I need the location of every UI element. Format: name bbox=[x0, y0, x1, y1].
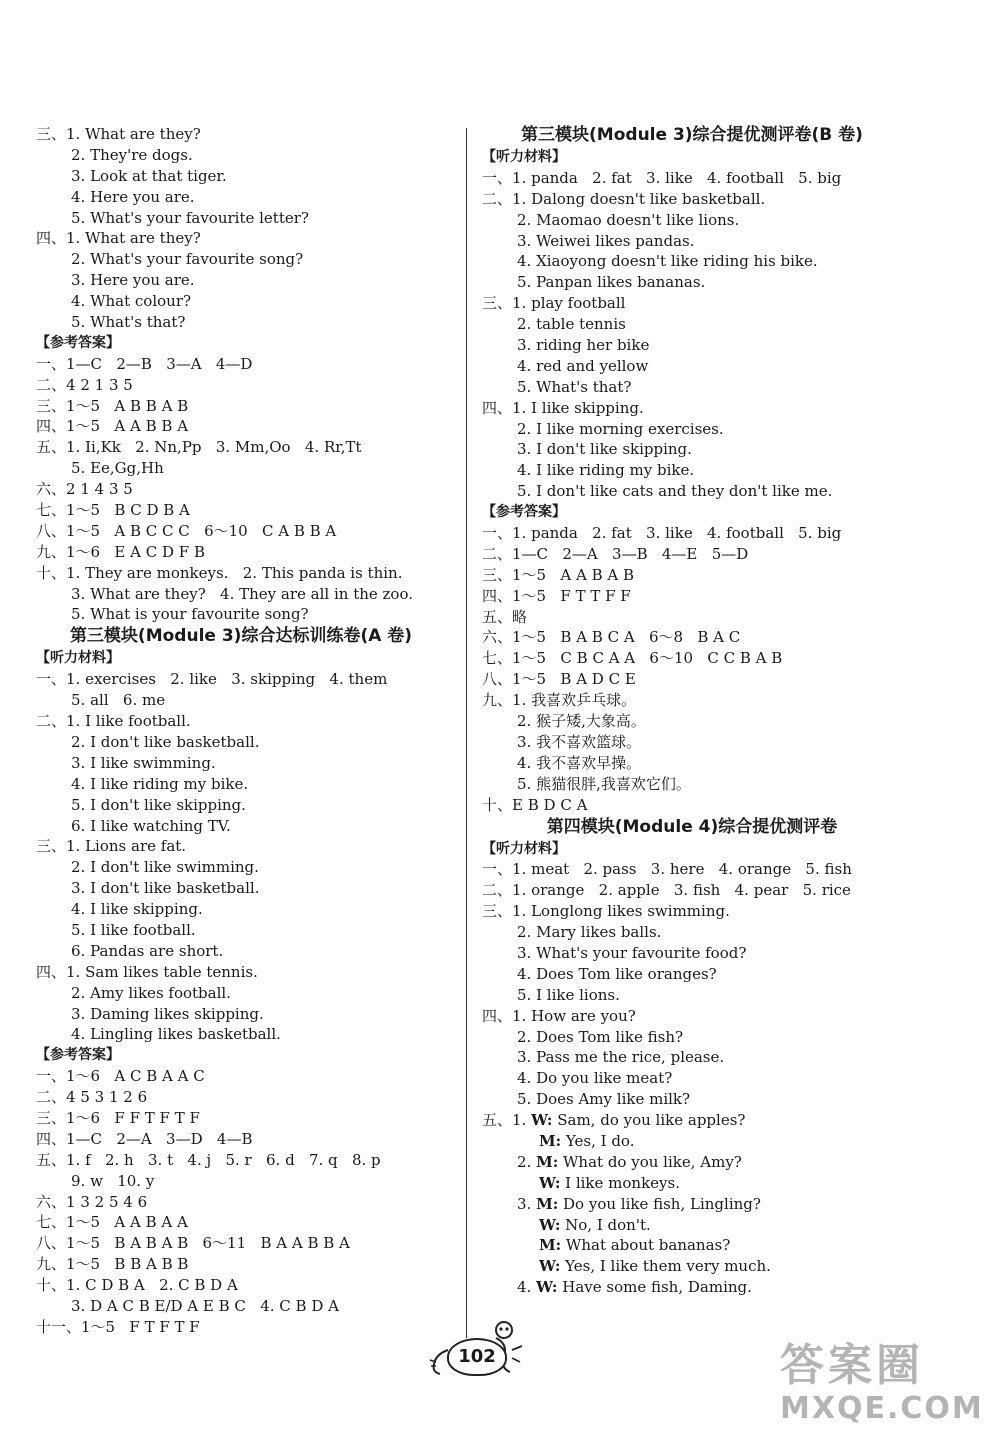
line-text: Have some fish, Daming. bbox=[557, 1278, 752, 1297]
line-text: 6. Pandas are short. bbox=[71, 941, 224, 960]
line-text: 1～5 A A B A B bbox=[512, 565, 635, 584]
line-text: play football bbox=[531, 294, 626, 313]
page-number: 102 bbox=[447, 1338, 507, 1376]
line-text: 5. Does Amy like milk? bbox=[517, 1090, 691, 1109]
question-label: 八、 bbox=[36, 521, 67, 540]
line-text: 4 2 1 3 5 bbox=[66, 375, 133, 394]
line-text: 1～5 C B C A A 6～10 C C B A B bbox=[512, 649, 783, 668]
text-line bbox=[36, 753, 446, 774]
watermark-bottom: MXQE.COM bbox=[780, 1391, 984, 1426]
subsection-heading: 【参考答案】 bbox=[482, 504, 566, 521]
line-text: 3. I don't like basketball. bbox=[71, 879, 260, 898]
question-label: 六、 bbox=[36, 480, 67, 499]
question-label: 十、 bbox=[482, 795, 513, 814]
text-line bbox=[36, 437, 446, 458]
text-line bbox=[36, 774, 446, 795]
line-text: 2. I don't like basketball. bbox=[71, 732, 260, 751]
text-line bbox=[482, 377, 902, 398]
line-text: 1. exercises 2. like 3. skipping 4. them bbox=[66, 670, 388, 689]
question-label: 十、 bbox=[36, 1276, 67, 1295]
text-line bbox=[36, 1150, 446, 1171]
text-line bbox=[36, 836, 446, 857]
text-line bbox=[482, 231, 902, 252]
line-text: What are they? bbox=[85, 125, 201, 143]
line-text: 2. Maomao doesn't like lions. bbox=[517, 210, 740, 229]
question-label: 四、 bbox=[482, 586, 513, 605]
question-label: 三、1. bbox=[482, 902, 532, 921]
question-label: 十、 bbox=[36, 563, 67, 582]
line-text: 4. I like riding my bike. bbox=[517, 461, 695, 480]
line-text: What do you like, Amy? bbox=[558, 1152, 742, 1171]
text-line bbox=[36, 1192, 446, 1213]
line-text: 5. What is your favourite song? bbox=[71, 605, 309, 624]
line-text: 4. 我不喜欢早操。 bbox=[517, 753, 642, 772]
speaker-label: W: bbox=[539, 1257, 561, 1276]
line-text: 3. Look at that tiger. bbox=[71, 166, 227, 185]
text-line bbox=[482, 439, 902, 460]
line-text: Do you like fish, Lingling? bbox=[558, 1194, 761, 1213]
text-line bbox=[36, 270, 446, 291]
line-text: 3. Weiwei likes pandas. bbox=[517, 231, 695, 250]
line-text: 4. I like skipping. bbox=[71, 900, 203, 919]
line-text: What about bananas? bbox=[561, 1236, 731, 1255]
question-label: 二、 bbox=[36, 1088, 67, 1107]
speaker-label: W: bbox=[539, 1215, 561, 1234]
line-text: 1 3 2 5 4 6 bbox=[66, 1192, 148, 1211]
line-text: I like skipping. bbox=[531, 398, 644, 417]
line-text: 5. I like football. bbox=[71, 920, 196, 939]
section-title: 第三模块(Module 3)综合提优测评卷(B 卷) bbox=[521, 125, 863, 145]
text-line bbox=[36, 1171, 446, 1192]
text-line bbox=[36, 208, 446, 229]
text-line bbox=[36, 166, 446, 187]
line-text: 1～5 F T F T F bbox=[81, 1317, 200, 1336]
line-text: 1. orange 2. apple 3. fish 4. pear 5. rice bbox=[512, 881, 851, 900]
text-line bbox=[36, 458, 446, 479]
line-text: 2. Amy likes football. bbox=[71, 983, 231, 1002]
text-line bbox=[482, 607, 902, 628]
text-line bbox=[36, 878, 446, 899]
question-label: 4. bbox=[517, 1278, 537, 1297]
question-label: 三、 bbox=[36, 396, 67, 415]
text-line bbox=[482, 795, 902, 816]
question-label: 三、1. bbox=[482, 294, 532, 313]
text-line bbox=[482, 210, 902, 231]
text-line bbox=[482, 711, 902, 732]
line-text: 2. table tennis bbox=[517, 315, 626, 334]
question-label: 二、1. bbox=[482, 189, 532, 208]
line-text: 3. Here you are. bbox=[71, 271, 195, 290]
question-label: 九、1. bbox=[482, 691, 532, 710]
line-text: What are they? bbox=[85, 229, 201, 248]
question-label: 五、 bbox=[36, 1150, 67, 1169]
subsection-heading: 【参考答案】 bbox=[36, 334, 120, 351]
text-line bbox=[36, 500, 446, 521]
text-line bbox=[36, 690, 446, 711]
line-text: 2. Does Tom like fish? bbox=[517, 1027, 684, 1046]
text-line bbox=[482, 943, 902, 964]
line-text: 1～5 B A B A B 6～11 B A A B B A bbox=[66, 1234, 350, 1253]
text-line bbox=[36, 1087, 446, 1108]
text-line bbox=[482, 1110, 902, 1131]
text-line bbox=[36, 1024, 446, 1045]
line-text: 1～5 A A B B A bbox=[66, 417, 189, 436]
text-line bbox=[482, 627, 902, 648]
question-label: 一、 bbox=[36, 670, 67, 689]
text-line bbox=[36, 396, 446, 417]
right-column bbox=[482, 124, 902, 1298]
line-text: 3. What are they? 4. They are all in the zoo. bbox=[71, 584, 413, 603]
text-line bbox=[482, 419, 902, 440]
line-text: 1. Ii,Kk 2. Nn,Pp 3. Mm,Oo 4. Rr,Tt bbox=[66, 438, 362, 457]
text-line bbox=[36, 899, 446, 920]
speaker-label: W: bbox=[531, 1111, 553, 1130]
line-text: 2. 猴子矮,大象高。 bbox=[517, 712, 646, 731]
text-line bbox=[482, 293, 902, 314]
line-text: 5. I don't like skipping. bbox=[71, 795, 246, 814]
text-line bbox=[482, 1131, 902, 1152]
line-text: 1～5 A A B A A bbox=[66, 1213, 188, 1232]
question-label: 五、 bbox=[36, 438, 67, 457]
line-text: 略 bbox=[512, 607, 528, 626]
text-line bbox=[36, 291, 446, 312]
line-text: 4. I like riding my bike. bbox=[71, 774, 249, 793]
text-line bbox=[36, 416, 446, 437]
text-line bbox=[482, 1047, 902, 1068]
text-line bbox=[36, 249, 446, 270]
line-text: Sam likes table tennis. bbox=[85, 962, 258, 981]
text-line bbox=[36, 711, 446, 732]
text-line bbox=[482, 586, 902, 607]
speaker-label: W: bbox=[536, 1278, 558, 1297]
question-label: 五、1. bbox=[482, 1111, 532, 1130]
line-text: Sam, do you like apples? bbox=[552, 1111, 746, 1130]
text-line bbox=[36, 816, 446, 837]
text-line bbox=[36, 1066, 446, 1087]
text-line bbox=[36, 312, 446, 333]
line-text: 1—C 2—B 3—A 4—D bbox=[66, 354, 253, 373]
question-label: 2. bbox=[517, 1152, 537, 1171]
question-label: 六、 bbox=[482, 628, 513, 647]
text-line bbox=[482, 753, 902, 774]
question-label: 3. bbox=[517, 1194, 537, 1213]
question-label: 三、 bbox=[482, 565, 513, 584]
line-text: 3. Daming likes skipping. bbox=[71, 1004, 264, 1023]
section-title: 第三模块(Module 3)综合达标训练卷(A 卷) bbox=[69, 626, 413, 647]
text-line bbox=[482, 356, 902, 377]
line-text: 1. f 2. h 3. t 4. j 5. r 6. d 7. q 8. p bbox=[66, 1150, 381, 1169]
line-text: 1. panda 2. fat 3. like 4. football 5. big bbox=[512, 524, 842, 543]
text-line bbox=[482, 272, 902, 293]
question-label: 四、1. bbox=[36, 962, 86, 981]
line-text: 1—C 2—A 3—B 4—E 5—D bbox=[512, 544, 749, 563]
line-text: 2. I like morning exercises. bbox=[517, 419, 724, 438]
text-line bbox=[482, 774, 902, 795]
line-text: 1～6 A C B A A C bbox=[66, 1067, 205, 1086]
line-text: 3. D A C B E/D A E B C 4. C B D A bbox=[71, 1296, 339, 1315]
question-label: 七、 bbox=[482, 649, 513, 668]
text-line bbox=[482, 964, 902, 985]
text-line bbox=[482, 335, 902, 356]
text-line bbox=[482, 314, 902, 335]
watermark-top: 答案圈 bbox=[780, 1340, 924, 1391]
text-line bbox=[36, 1254, 446, 1275]
text-line bbox=[482, 168, 902, 189]
question-label: 五、 bbox=[482, 607, 513, 626]
line-text: 1～5 F T T F F bbox=[512, 586, 631, 605]
text-line bbox=[482, 880, 902, 901]
speaker-label: W: bbox=[539, 1173, 561, 1192]
speaker-label: M: bbox=[539, 1236, 562, 1255]
line-text: 2. I don't like swimming. bbox=[71, 858, 259, 877]
line-text: 4. Here you are. bbox=[71, 187, 195, 206]
question-label: 二、 bbox=[482, 544, 513, 563]
subsection-heading: 【听力材料】 bbox=[482, 149, 566, 165]
line-text: 4. Xiaoyong doesn't like riding his bike. bbox=[517, 252, 818, 271]
question-label: 一、 bbox=[36, 1067, 67, 1086]
question-label: 三、 bbox=[36, 1108, 67, 1127]
text-line bbox=[36, 1233, 446, 1254]
speaker-label: M: bbox=[536, 1152, 559, 1171]
question-label: 四、1. bbox=[482, 1006, 532, 1025]
line-text: 4. Lingling likes basketball. bbox=[71, 1025, 281, 1044]
text-line bbox=[36, 1296, 446, 1317]
line-text: 4 5 3 1 2 6 bbox=[66, 1088, 148, 1107]
line-text: 5. What's that? bbox=[71, 313, 186, 332]
line-text: 5. I like lions. bbox=[517, 985, 620, 1004]
text-line bbox=[482, 985, 902, 1006]
text-line bbox=[482, 1215, 902, 1236]
line-text: 1～5 B B A B B bbox=[66, 1255, 189, 1274]
text-line bbox=[482, 648, 902, 669]
line-text: 1. C D B A 2. C B D A bbox=[66, 1276, 238, 1295]
text-line bbox=[36, 124, 446, 145]
text-line bbox=[482, 398, 902, 419]
line-text: 1. meat 2. pass 3. here 4. orange 5. fish bbox=[512, 860, 852, 879]
question-label: 一、 bbox=[482, 524, 513, 543]
question-label: 三、1. bbox=[36, 125, 86, 143]
text-line bbox=[36, 732, 446, 753]
text-line bbox=[482, 732, 902, 753]
question-label: 二、1. bbox=[36, 712, 86, 731]
question-label: 一、 bbox=[482, 860, 513, 879]
text-line bbox=[482, 189, 902, 210]
text-line bbox=[36, 669, 446, 690]
line-text: 4. Do you like meat? bbox=[517, 1069, 673, 1088]
text-line bbox=[36, 479, 446, 500]
text-line bbox=[36, 1212, 446, 1233]
column-divider bbox=[466, 128, 467, 1338]
text-line bbox=[36, 563, 446, 584]
watermark-logo bbox=[780, 1340, 990, 1440]
text-line bbox=[482, 523, 902, 544]
line-text: 5. What's your favourite letter? bbox=[71, 208, 309, 227]
question-label: 二、 bbox=[482, 881, 513, 900]
line-text: 4. Does Tom like oranges? bbox=[517, 964, 717, 983]
line-text: 3. I don't like skipping. bbox=[517, 440, 692, 459]
question-label: 七、 bbox=[36, 501, 67, 520]
question-label: 十一、 bbox=[36, 1317, 82, 1336]
line-text: 5. Ee,Gg,Hh bbox=[71, 459, 164, 478]
text-line bbox=[36, 1004, 446, 1025]
line-text: 5. Panpan likes bananas. bbox=[517, 273, 706, 292]
question-label: 四、 bbox=[36, 417, 67, 436]
text-line bbox=[482, 565, 902, 586]
line-text: 9. w 10. y bbox=[71, 1171, 155, 1190]
text-line bbox=[482, 901, 902, 922]
line-text: E B D C A bbox=[512, 795, 588, 814]
line-text: 5. 熊猫很胖,我喜欢它们。 bbox=[517, 774, 691, 793]
line-text: How are you? bbox=[531, 1006, 636, 1025]
text-line bbox=[482, 1089, 902, 1110]
line-text: 1～5 B A D C E bbox=[512, 670, 636, 689]
line-text: Yes, I like them very much. bbox=[560, 1257, 771, 1276]
text-line bbox=[482, 669, 902, 690]
left-column bbox=[36, 124, 446, 1338]
line-text: 我喜欢乒乓球。 bbox=[531, 691, 637, 710]
line-text: 1. panda 2. fat 3. like 4. football 5. big bbox=[512, 168, 842, 187]
line-text: 1—C 2—A 3—D 4—B bbox=[66, 1129, 253, 1148]
text-line bbox=[36, 983, 446, 1004]
text-line bbox=[482, 690, 902, 711]
text-line bbox=[36, 1275, 446, 1296]
line-text: 6. I like watching TV. bbox=[71, 816, 231, 835]
text-line bbox=[482, 481, 902, 502]
text-line bbox=[36, 521, 446, 542]
text-line bbox=[36, 375, 446, 396]
question-label: 一、 bbox=[482, 168, 513, 187]
line-text: 3. riding her bike bbox=[517, 336, 650, 355]
text-line bbox=[36, 145, 446, 166]
text-line bbox=[482, 251, 902, 272]
question-label: 八、 bbox=[482, 670, 513, 689]
question-label: 二、 bbox=[36, 375, 67, 394]
line-text: 2. They're dogs. bbox=[71, 145, 193, 164]
question-label: 四、1. bbox=[482, 398, 532, 417]
line-text: 3. I like swimming. bbox=[71, 753, 216, 772]
question-label: 九、 bbox=[36, 542, 67, 561]
line-text: 1～5 B A B C A 6～8 B A C bbox=[512, 628, 741, 647]
question-label: 七、 bbox=[36, 1213, 67, 1232]
line-text: 1～6 F F T F T F bbox=[66, 1108, 200, 1127]
text-line bbox=[482, 859, 902, 880]
text-line bbox=[36, 920, 446, 941]
line-text: Yes, I do. bbox=[561, 1131, 635, 1150]
text-line bbox=[482, 1277, 902, 1298]
text-line bbox=[36, 584, 446, 605]
text-line bbox=[36, 604, 446, 625]
line-text: 4. red and yellow bbox=[517, 356, 649, 375]
line-text: I like monkeys. bbox=[560, 1173, 680, 1192]
line-text: 5. I don't like cats and they don't like me. bbox=[517, 482, 833, 501]
text-line bbox=[36, 187, 446, 208]
line-text: I like football. bbox=[85, 712, 191, 731]
text-line bbox=[482, 544, 902, 565]
subsection-heading: 【听力材料】 bbox=[482, 840, 566, 857]
text-line bbox=[36, 354, 446, 375]
text-line bbox=[36, 962, 446, 983]
question-label: 四、1. bbox=[36, 229, 86, 248]
line-text: 1～5 B C D B A bbox=[66, 501, 190, 520]
question-label: 六、 bbox=[36, 1192, 67, 1211]
line-text: Longlong likes swimming. bbox=[531, 902, 730, 921]
line-text: 2 1 4 3 5 bbox=[66, 480, 133, 499]
subsection-heading: 【听力材料】 bbox=[36, 650, 120, 667]
text-line bbox=[36, 1129, 446, 1150]
text-line bbox=[482, 460, 902, 481]
text-line bbox=[482, 1173, 902, 1194]
text-line bbox=[36, 941, 446, 962]
line-text: Dalong doesn't like basketball. bbox=[531, 189, 766, 208]
line-text: 3. Pass me the rice, please. bbox=[517, 1048, 725, 1067]
line-text: 1～6 E A C D F B bbox=[66, 542, 205, 561]
speaker-label: M: bbox=[536, 1194, 559, 1213]
line-text: 1～5 A B C C C 6～10 C A B B A bbox=[66, 521, 337, 540]
line-text: 5. What's that? bbox=[517, 377, 632, 396]
question-label: 三、1. bbox=[36, 837, 86, 856]
section-title: 第四模块(Module 4)综合提优测评卷 bbox=[546, 816, 838, 837]
text-line bbox=[36, 857, 446, 878]
text-line bbox=[36, 542, 446, 563]
line-text: Lions are fat. bbox=[85, 837, 187, 856]
text-line bbox=[482, 1256, 902, 1277]
text-line bbox=[482, 1235, 902, 1256]
text-line bbox=[482, 1152, 902, 1173]
text-line bbox=[482, 922, 902, 943]
question-label: 八、 bbox=[36, 1234, 67, 1253]
line-text: No, I don't. bbox=[560, 1215, 651, 1234]
text-line bbox=[482, 1006, 902, 1027]
subsection-heading: 【参考答案】 bbox=[36, 1047, 120, 1064]
line-text: 2. What's your favourite song? bbox=[71, 250, 304, 269]
line-text: 1～5 A B B A B bbox=[66, 396, 189, 415]
line-text: 2. Mary likes balls. bbox=[517, 923, 662, 942]
text-line bbox=[36, 228, 446, 249]
line-text: 4. What colour? bbox=[71, 292, 192, 311]
text-line bbox=[36, 795, 446, 816]
line-text: 3. 我不喜欢篮球。 bbox=[517, 732, 642, 751]
question-label: 四、 bbox=[36, 1129, 67, 1148]
line-text: 3. What's your favourite food? bbox=[517, 943, 747, 962]
line-text: 1. They are monkeys. 2. This panda is thin. bbox=[66, 563, 403, 582]
line-text: 5. all 6. me bbox=[71, 691, 166, 710]
text-line bbox=[482, 1068, 902, 1089]
text-line bbox=[482, 1027, 902, 1048]
speaker-label: M: bbox=[539, 1131, 562, 1150]
question-label: 九、 bbox=[36, 1255, 67, 1274]
question-label: 一、 bbox=[36, 354, 67, 373]
text-line bbox=[36, 1108, 446, 1129]
text-line bbox=[482, 1194, 902, 1215]
